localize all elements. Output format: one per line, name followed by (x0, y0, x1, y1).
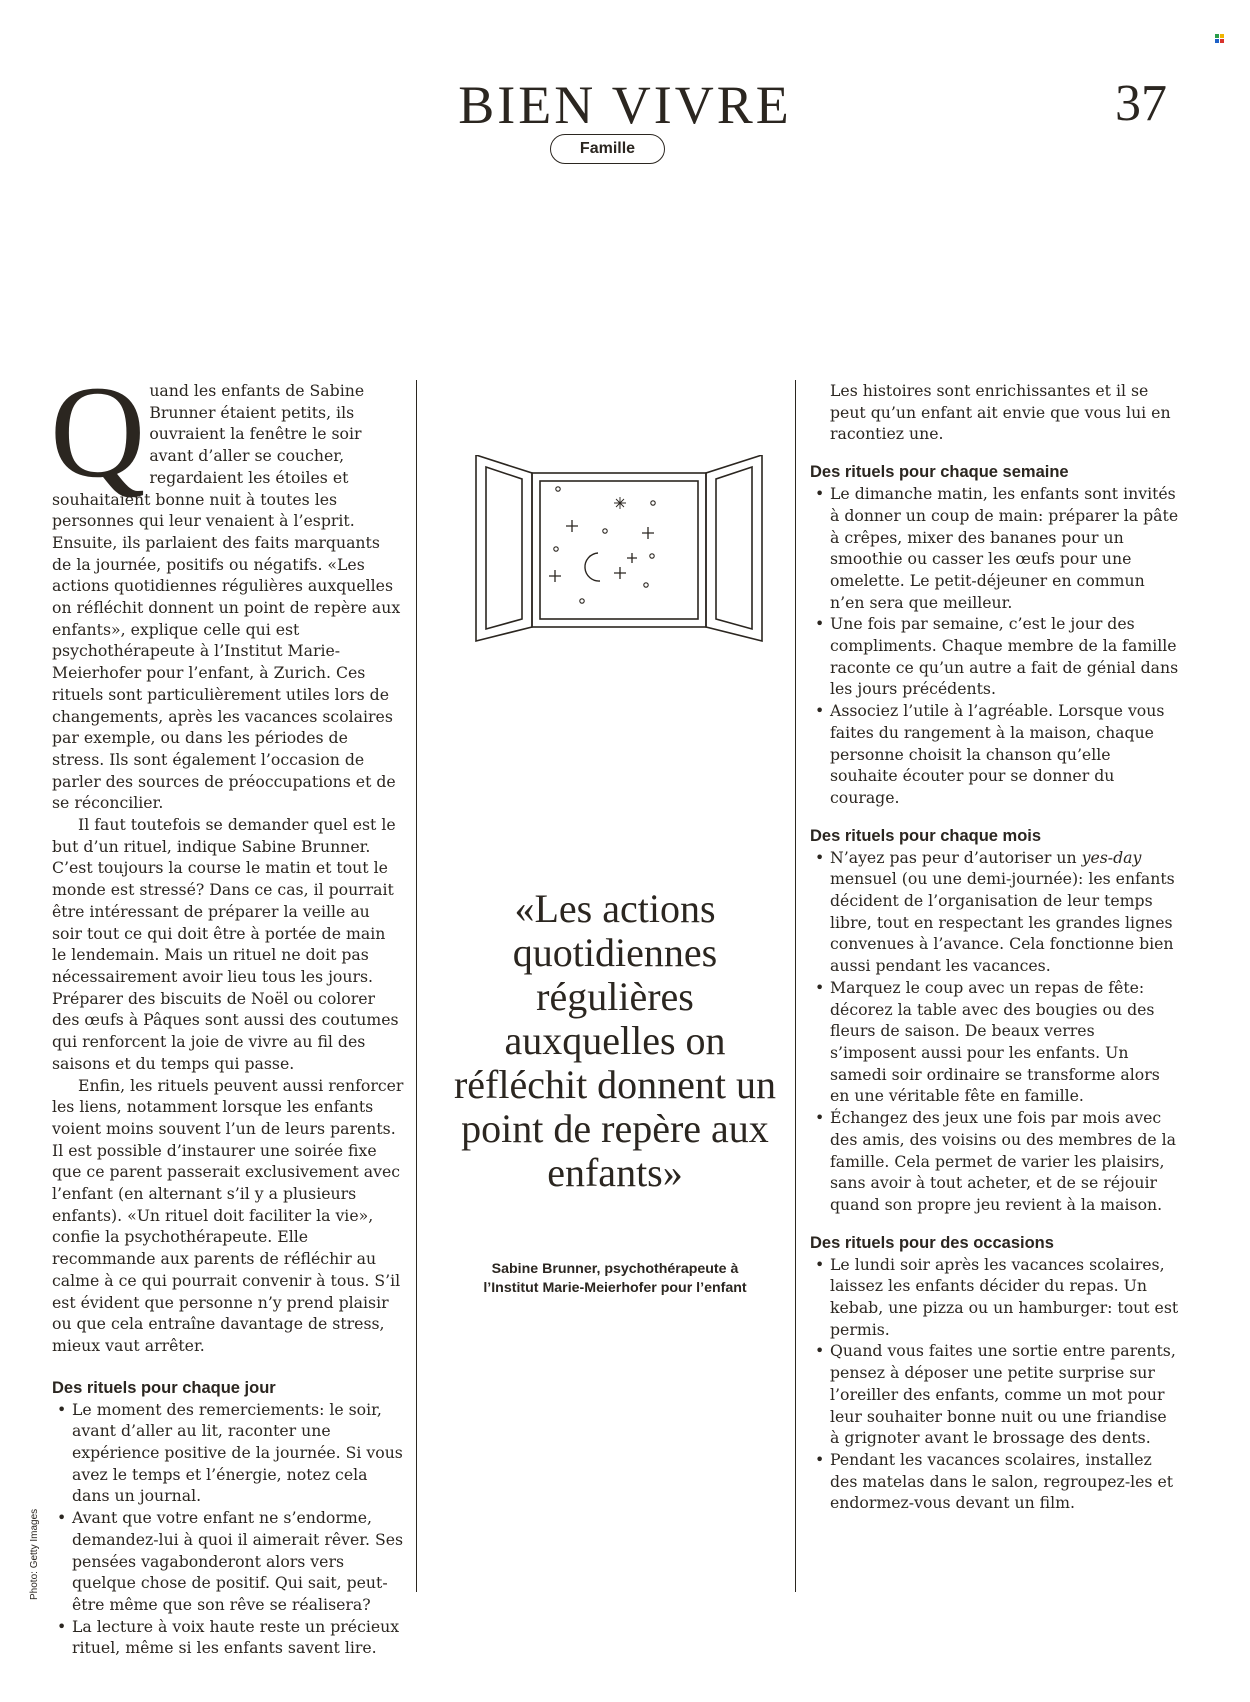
article-paragraph: uand les enfants de Sabine Brunner étaient petits, ils ouvraient la fenêtre le soir avant d’aller se coucher, regardaient les étoiles et souhaitaient bonne nuit à toutes les personnes qui leur venaient à l’esprit. Ensuite, ils parlaient des faits marquants de la journée, positifs ou négatifs. «Les actions quotidiennes régulières auxquelles on réfléchit donnent un point de repère aux enfants», explique celle qui est psychothérapeute à l’Institut Marie-Meierhofer pour l’enfant, à Zurich. Ces rituels sont particulièrement utiles lors de changements, après les vacances scolaires par exemple, ou dans les périodes de stress. Ils sont également l’occasion de parler des sources de préoccupations et de se réconcilier. (52, 381, 401, 813)
list-item: • Échangez des jeux une fois par mois avec des amis, des voisins ou des membres de la famille. Cela permet de varier les plaisirs, sans avoir à tout acheter, et de se réjouir quand son propre jeu revient à la maison. (810, 1107, 1180, 1216)
attribution-line: l’Institut Marie-Meierhofer pour l’enfant (483, 1280, 747, 1296)
subheading-monthly: Des rituels pour chaque mois (810, 826, 1042, 845)
attribution-line: Sabine Brunner, psychothérapeute à (491, 1261, 739, 1277)
list-item: • Marquez le coup avec un repas de fête: décorez la table avec des bougies ou des fleurs de saison. De beaux verres s’imposent aussi pour les enfants. Un samedi soir ordinaire se transforme alors en une véritable fête en famille. (810, 977, 1180, 1107)
section-title: BIEN VIVRE (458, 75, 792, 135)
yes-day-term: yes-day (1081, 847, 1142, 867)
list-item: • Le lundi soir après les vacances scolaires, laissez les enfants décider du repas. Un kebab, une pizza ou un hamburger: tout est permis. (810, 1254, 1180, 1341)
column-divider-left (416, 380, 417, 1592)
list-item-text: mensuel (ou une demi-journée): les enfants décident de l’organisation de leur temps libre, tout en respectant les grandes lignes convenues à l’avance. Cela fonctionne bien aussi pendant les vacances. (830, 869, 1175, 976)
list-item: • Avant que votre enfant ne s’endorme, demandez-lui à quoi il aimerait rêver. Ses pensées vagabonderont alors vers quelque chose de positif. Qui sait, peut-être même que son rêve se réalisera? (52, 1507, 404, 1616)
occasions-rituals-list (810, 1254, 1180, 1514)
moon-icon (585, 553, 600, 581)
list-item: • Associez l’utile à l’agréable. Lorsque vous faites du rangement à la maison, chaque personne choisit la chanson qu’elle souhaite écouter pour se donner du courage. (810, 700, 1180, 809)
logo-mark-icon (1215, 34, 1225, 44)
article-paragraph: Enfin, les rituels peuvent aussi renforcer les liens, notamment lorsque les enfants voient moins souvent l’un de leurs parents. Il est possible d’instaurer une soirée fixe que ce parent passerait exclusivement avec l’enfant (en alternant s’il y a plusieurs enfants). «Un rituel doit faciliter la vie», confie la psychothérapeute. Elle recommande aux parents de réfléchir au calme à ce qui pourrait convenir à tous. S’il est évident que personne n’y prend plaisir ou que cela entraîne davantage de stress, mieux vaut arrêter. (52, 1075, 404, 1355)
window-night-sky-illustration (470, 455, 770, 655)
pull-quote: «Les actions quotidiennes régulières auxquelles on réfléchit donnent un point de repère aux enfants» (453, 886, 777, 1195)
subheading-weekly: Des rituels pour chaque semaine (810, 463, 1069, 482)
weekly-rituals-list (810, 483, 1180, 809)
category-badge: Famille (550, 134, 665, 164)
article-column-right (810, 380, 1180, 1514)
subheading-daily: Des rituels pour chaque jour (52, 1378, 276, 1397)
list-item: • Pendant les vacances scolaires, installez des matelas dans le salon, regroupez-les et endormez-vous devant un film. (810, 1449, 1180, 1514)
monthly-rituals-list (810, 847, 1180, 1216)
list-item-text: N’ayez pas peur d’autoriser un (830, 847, 1082, 867)
list-item: • Quand vous faites une sortie entre parents, pensez à déposer une petite surprise sur l’oreiller des enfants, comme un mot pour leur souhaiter bonne nuit ou une friandise à grignoter avant le brossage des dents. (810, 1340, 1180, 1449)
page-number: 37 (1115, 75, 1167, 132)
article-paragraph: Il faut toutefois se demander quel est le but d’un rituel, indique Sabine Brunner. C’est toujours la course le matin et tout le monde est stressé? Dans ce cas, il pourrait être intéressant de préparer la veille au soir tout ce qui doit être à portée de main le lendemain. Mais un rituel ne doit pas nécessairement avoir lieu tous les jours. Préparer des biscuits de Noël ou colorer des œufs à Pâques sont aussi des coutumes qui renforcent la joie de vivre au fil des saisons et du temps qui passe. (52, 815, 399, 1073)
article-column-left (50, 358, 404, 1659)
drop-cap: Q (50, 358, 146, 505)
list-item: • Une fois par semaine, c’est le jour des compliments. Chaque membre de la famille raconte ce qu’un autre a fait de génial dans les jours précédents. (810, 613, 1180, 700)
list-item-continuation: Les histoires sont enrichissantes et il se peut qu’un enfant ait envie que vous lui en racontiez une. (830, 381, 1171, 444)
list-item: • Le dimanche matin, les enfants sont invités à donner un coup de main: préparer la pâte à crêpes, mixer des bananes pour un smoothie ou casser les œufs pour une omelette. Le petit-déjeuner en commun n’en sera que meilleur. (810, 483, 1180, 613)
list-item: • La lecture à voix haute reste un précieux rituel, même si les enfants savent lire. (52, 1616, 404, 1659)
photo-credit: Photo: Getty Images (29, 1508, 40, 1600)
list-item (810, 847, 1180, 977)
subheading-occasions: Des rituels pour des occasions (810, 1233, 1054, 1252)
daily-rituals-list (52, 1399, 404, 1659)
star-icon (549, 497, 654, 582)
column-divider-right (795, 380, 796, 1592)
list-item: • Le moment des remerciements: le soir, avant d’aller au lit, raconter une expérience positive de la journée. Si vous avez le temps et l’énergie, notez cela dans un journal. (52, 1399, 404, 1508)
pull-quote-attribution (440, 1260, 790, 1298)
